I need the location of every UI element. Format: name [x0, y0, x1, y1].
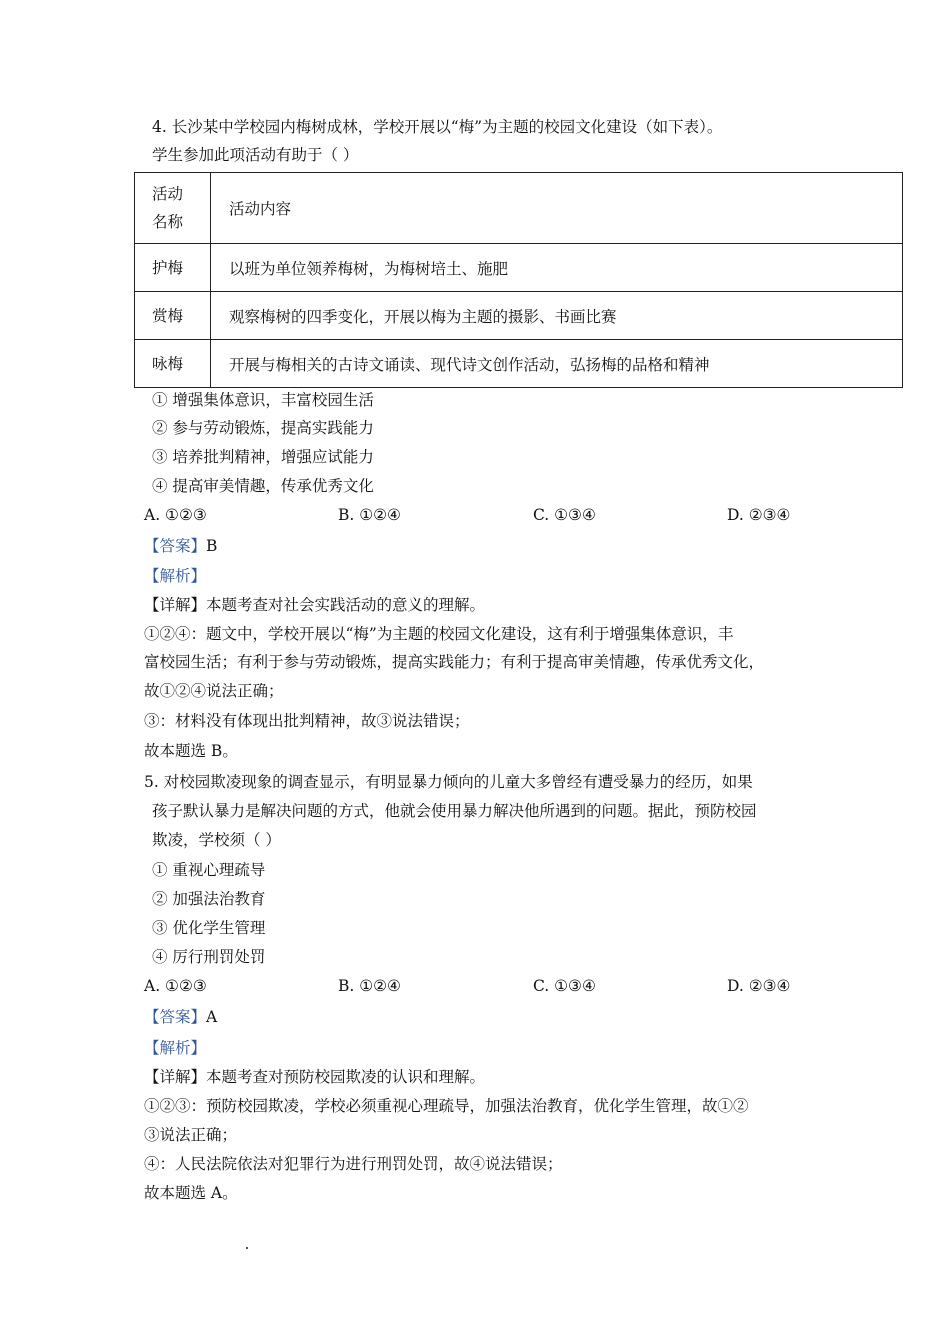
q4-analysis-label: 【解析】 [144, 567, 207, 585]
footer-dot [246, 1247, 248, 1249]
q4-answer [144, 536, 217, 556]
q5-stem-line1: 5. 对校园欺凌现象的调查显示，有明显暴力倾向的儿童大多曾经有遭受暴力的经历，如果 [144, 773, 753, 791]
q4-detail-5: ③：材料没有体现出批判精神，故③说法错误； [144, 712, 470, 730]
row-name: 赏梅 [135, 292, 211, 340]
q4-stem-line1: 4. 长沙某中学校园内梅树成林，学校开展以“梅”为主题的校园文化建设（如下表）。 [152, 118, 723, 136]
q4-detail-6: 故本题选 B。 [144, 742, 238, 760]
q5-stem-line2: 孩子默认暴力是解决问题的方式，他就会使用暴力解决他所遇到的问题。据此，预防校园 [152, 802, 757, 820]
header-name-line2: 名称 [152, 213, 184, 231]
q5-statement-3: ③ 优化学生管理 [152, 919, 266, 937]
q5-detail-4: ④：人民法院依法对犯罪行为进行刑罚处罚，故④说法错误； [144, 1155, 563, 1173]
q5-statement-4: ④ 厉行刑罚处罚 [152, 948, 266, 966]
table-row [135, 340, 903, 388]
q5-option-d: D. ②③④ [727, 977, 791, 995]
q5-option-a: A. ①②③ [144, 977, 207, 995]
q5-detail-3: ③说法正确； [144, 1126, 238, 1144]
q4-detail-2: ①②④：题文中，学校开展以“梅”为主题的校园文化建设，这有利于增强集体意识，丰 [144, 625, 734, 643]
header-name-line1: 活动 [152, 185, 184, 203]
q5-statement-2: ② 加强法治教育 [152, 890, 266, 908]
q4-statement-4: ④ 提高审美情趣，传承优秀文化 [152, 477, 374, 495]
table-header-content: 活动内容 [211, 173, 903, 244]
q4-detail-3: 富校园生活；有利于参与劳动锻炼，提高实践能力；有利于提高审美情趣，传承优秀文化， [144, 653, 765, 671]
q4-stem-line2: 学生参加此项活动有助于（ ） [152, 146, 359, 164]
row-content: 观察梅树的四季变化，开展以梅为主题的摄影、书画比赛 [211, 292, 903, 340]
table-header-name [135, 173, 211, 244]
row-name: 护梅 [135, 244, 211, 292]
answer-label: 【答案】 [144, 537, 207, 555]
answer-value: A [206, 1008, 218, 1026]
table-header-row [135, 173, 903, 244]
answer-value: B [206, 537, 218, 555]
q4-statement-1: ① 增强集体意识，丰富校园生活 [152, 391, 374, 409]
q4-statement-3: ③ 培养批判精神，增强应试能力 [152, 448, 374, 466]
q5-answer [144, 1007, 217, 1027]
q5-detail-5: 故本题选 A。 [144, 1184, 238, 1202]
table-row [135, 292, 903, 340]
answer-label: 【答案】 [144, 1008, 207, 1026]
q4-option-b: B. ①②④ [338, 506, 401, 524]
q5-analysis-label: 【解析】 [144, 1039, 207, 1057]
row-content: 以班为单位领养梅树，为梅树培土、施肥 [211, 244, 903, 292]
row-name: 咏梅 [135, 340, 211, 388]
q5-statement-1: ① 重视心理疏导 [152, 861, 266, 879]
q5-stem-line3: 欺凌，学校须（ ） [152, 831, 281, 849]
q4-statement-2: ② 参与劳动锻炼，提高实践能力 [152, 419, 374, 437]
q4-detail-4: 故①②④说法正确； [144, 682, 284, 700]
row-content: 开展与梅相关的古诗文诵读、现代诗文创作活动，弘扬梅的品格和精神 [211, 340, 903, 388]
q5-option-c: C. ①③④ [533, 977, 596, 995]
table-row [135, 244, 903, 292]
q5-option-b: B. ①②④ [338, 977, 401, 995]
q4-option-c: C. ①③④ [533, 506, 596, 524]
q4-option-a: A. ①②③ [144, 506, 207, 524]
q5-detail-1: 【详解】本题考查对预防校园欺凌的认识和理解。 [144, 1068, 486, 1086]
q4-detail-1: 【详解】本题考查对社会实践活动的意义的理解。 [144, 596, 486, 614]
activity-table [134, 172, 903, 388]
q5-detail-2: ①②③：预防校园欺凌，学校必须重视心理疏导，加强法治教育，优化学生管理，故①② [144, 1097, 749, 1115]
q4-option-d: D. ②③④ [727, 506, 791, 524]
